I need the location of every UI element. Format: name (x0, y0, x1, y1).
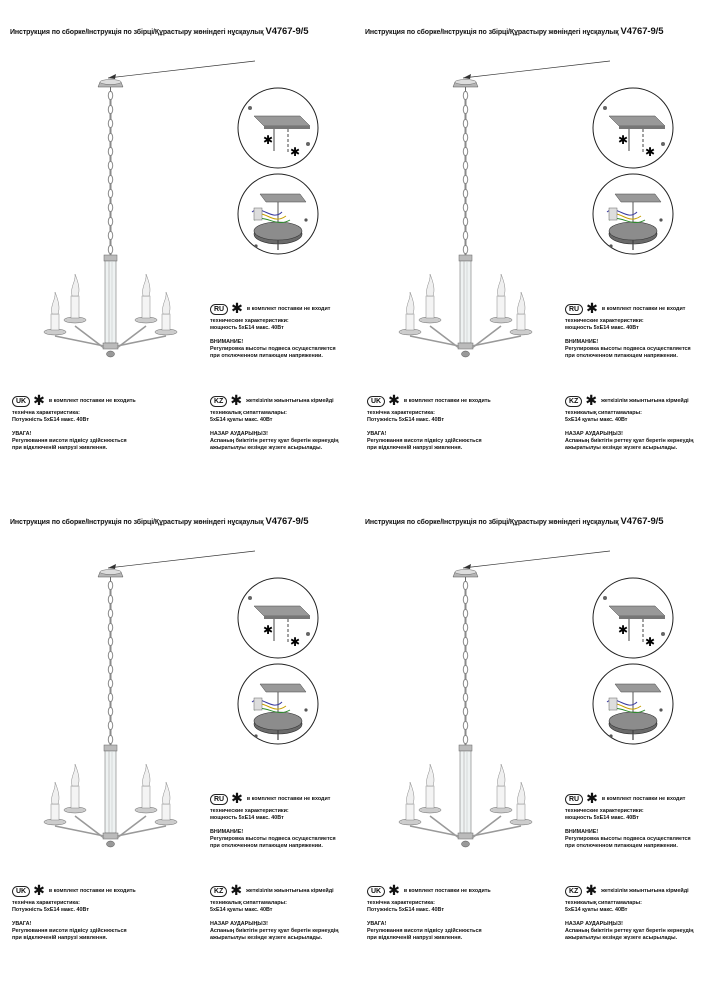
svg-text:✱: ✱ (645, 635, 656, 649)
instruction-quadrant-bottom-right (365, 516, 707, 996)
uk-info-block: UK ✱ в комплект поставки не входить технічна характеристика: Потужність 5xE14 макс. 40Вт УВАГА! Регулювання висоти підвісу здійснюється при відключеній напрузі живлення. (367, 883, 491, 942)
ru-badge: RU (210, 304, 228, 315)
ru-info-block: RU ✱ в комплект поставки не входит технические характеристики: мощность 5xE14 макс. 40Вт ВНИМАНИЕ! Регулировка высоты подвеса осуществляется при отключенном питающем напряжении. (210, 301, 336, 360)
asterisk-icon: ✱ (388, 393, 400, 409)
svg-text:✱: ✱ (263, 133, 274, 147)
kz-info-block: KZ ✱ жеткізілім жиынтығына кірмейді техникалық сипаттамалары: 5xE14 қуаты макс. 40Вт НАЗАР АУДАРЫҢЫЗ! Аспаның биіктігін реттеу қуат беретін кернеудің ажыратылуы кезінде жүзеге асырылады. (565, 883, 694, 942)
instruction-quadrant-top-left (10, 26, 360, 506)
ru-info-block: RU ✱ в комплект поставки не входит технические характеристики: мощность 5xE14 макс. 40Вт ВНИМАНИЕ! Регулировка высоты подвеса осуществляется при отключенном питающем напряжении. (565, 301, 691, 360)
uk-badge: UK (12, 396, 30, 407)
wiring-detail (238, 174, 318, 254)
asterisk-icon: ✱ (230, 883, 243, 899)
ru-badge: RU (210, 794, 228, 805)
wiring-detail (593, 174, 673, 254)
uk-info-block: UK ✱ в комплект поставки не входить технічна характеристика: Потужність 5xE14 макс. 40Вт УВАГА! Регулювання висоти підвісу здійснюється при відключеній напрузі живлення. (367, 393, 491, 452)
ru-badge: RU (565, 304, 583, 315)
wiring-detail (238, 664, 318, 744)
kz-info-block: KZ ✱ жеткізілім жиынтығына кірмейді техникалық сипаттамалары: 5xE14 қуаты макс. 40Вт НАЗАР АУДАРЫҢЫЗ! Аспаның биіктігін реттеу қуат беретін кернеудің ажыратылуы кезінде жүзеге асырылады. (210, 883, 339, 942)
asterisk-icon: ✱ (231, 791, 243, 807)
asterisk-icon: ✱ (388, 883, 400, 899)
svg-text:✱: ✱ (290, 635, 301, 649)
instruction-title: Инструкция по сборке/Інструкція по збірці/Құрастыру жөніндегі нұсқаулық V4767-9/5 (365, 516, 664, 527)
svg-text:✱: ✱ (645, 145, 656, 159)
asterisk-icon: ✱ (585, 883, 598, 899)
kz-badge: KZ (565, 396, 582, 407)
svg-text:✱: ✱ (618, 623, 629, 637)
instruction-title: Инструкция по сборке/Інструкція по збірці/Құрастыру жөніндегі нұсқаулық V4767-9/5 (10, 516, 309, 527)
asterisk-icon: ✱ (586, 301, 598, 317)
kz-badge: KZ (210, 396, 227, 407)
chain (463, 581, 467, 750)
ru-badge: RU (565, 794, 583, 805)
ru-info-block: RU ✱ в комплект поставки не входит технические характеристики: мощность 5xE14 макс. 40Вт ВНИМАНИЕ! Регулировка высоты подвеса осуществляется при отключенном питающем напряжении. (565, 791, 691, 850)
uk-badge: UK (12, 886, 30, 897)
kz-info-block: KZ ✱ жеткізілім жиынтығына кірмейді техникалық сипаттамалары: 5xE14 қуаты макс. 40Вт НАЗАР АУДАРЫҢЫЗ! Аспаның биіктігін реттеу қуат беретін кернеудің ажыратылуы кезінде жүзеге асырылады. (565, 393, 694, 452)
uk-info-block: UK ✱ в комплект поставки не входить технічна характеристика: Потужність 5xE14 макс. 40Вт УВАГА! Регулювання висоти підвісу здійснюється при відключеній напрузі живлення. (12, 883, 136, 942)
asterisk-icon: ✱ (585, 393, 598, 409)
asterisk-icon: ✱ (231, 301, 243, 317)
bracket-detail (593, 578, 673, 658)
uk-info-block: UK ✱ в комплект поставки не входить технічна характеристика: Потужність 5xE14 макс. 40Вт УВАГА! Регулювання висоти підвісу здійснюється при відключеній напрузі живлення. (12, 393, 136, 452)
bracket-detail (238, 578, 318, 658)
ru-info-block: RU ✱ в комплект поставки не входит технические характеристики: мощность 5xE14 макс. 40Вт ВНИМАНИЕ! Регулировка высоты подвеса осуществляется при отключенном питающем напряжении. (210, 791, 336, 850)
instruction-quadrant-top-right (365, 26, 707, 506)
wiring-detail (593, 664, 673, 744)
svg-text:✱: ✱ (263, 623, 274, 637)
chain (108, 581, 112, 750)
asterisk-icon: ✱ (230, 393, 243, 409)
chain (463, 91, 467, 260)
asterisk-icon: ✱ (33, 393, 45, 409)
kz-info-block: KZ ✱ жеткізілім жиынтығына кірмейді техникалық сипаттамалары: 5xE14 қуаты макс. 40Вт НАЗАР АУДАРЫҢЫЗ! Аспаның биіктігін реттеу қуат беретін кернеудің ажыратылуы кезінде жүзеге асырылады. (210, 393, 339, 452)
asterisk-icon: ✱ (586, 791, 598, 807)
kz-badge: KZ (210, 886, 227, 897)
uk-badge: UK (367, 396, 385, 407)
chain (108, 91, 112, 260)
uk-badge: UK (367, 886, 385, 897)
svg-text:✱: ✱ (618, 133, 629, 147)
bracket-detail (593, 88, 673, 168)
bracket-detail (238, 88, 318, 168)
svg-text:✱: ✱ (290, 145, 301, 159)
instruction-quadrant-bottom-left (10, 516, 360, 996)
instruction-title: Инструкция по сборке/Інструкція по збірці/Құрастыру жөніндегі нұсқаулық V4767-9/5 (10, 26, 309, 37)
kz-badge: KZ (565, 886, 582, 897)
instruction-title: Инструкция по сборке/Інструкція по збірці/Құрастыру жөніндегі нұсқаулық V4767-9/5 (365, 26, 664, 37)
asterisk-icon: ✱ (33, 883, 45, 899)
